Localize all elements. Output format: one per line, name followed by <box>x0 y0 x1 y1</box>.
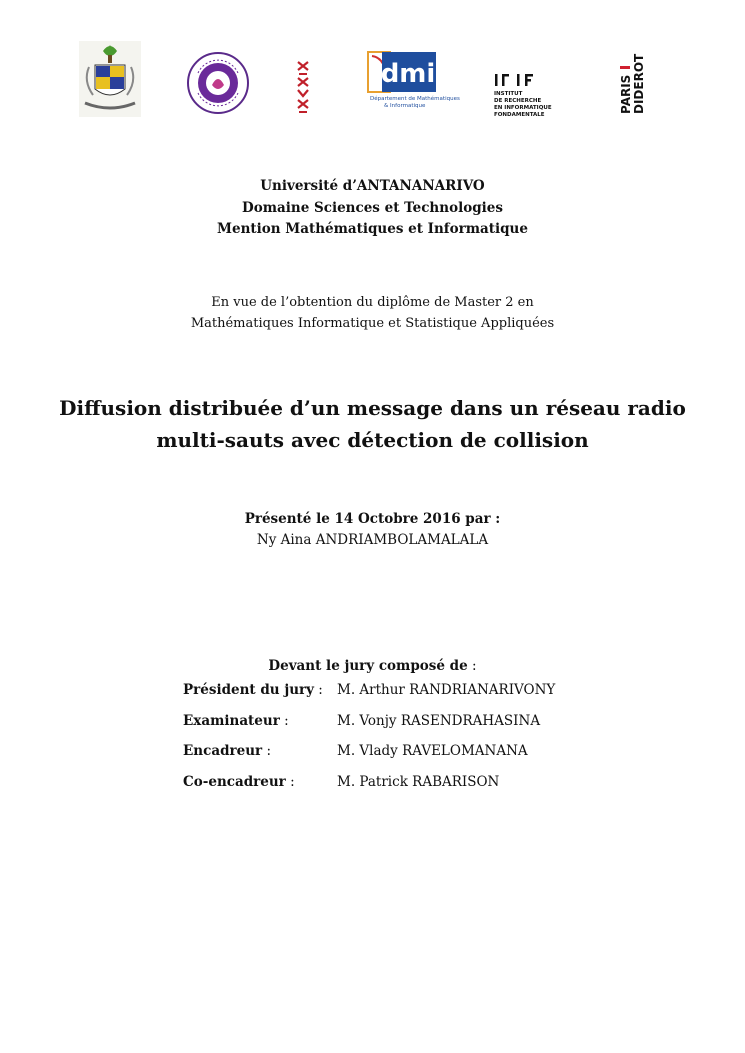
dmi-logo-subtitle-2: & Informatique <box>384 103 426 109</box>
irif-logo <box>494 70 560 118</box>
dmi-logo-name: dmi <box>380 59 436 89</box>
jury-heading <box>0 658 745 674</box>
jury-member-row <box>183 713 555 744</box>
irif-line-2: DE RECHERCHE <box>494 98 542 104</box>
jury-member-row <box>183 774 555 805</box>
jury-name: M. Arthur RANDRIANARIVONY <box>337 682 556 698</box>
diderot-word: DIDEROT <box>632 53 646 114</box>
vertical-emblem-logo <box>296 60 310 116</box>
domain-name: Domaine Sciences et Technologies <box>242 199 503 216</box>
jury-name: M. Vonjy RASENDRAHASINA <box>337 712 541 729</box>
presentation-block <box>0 509 745 551</box>
dmi-logo-subtitle-1: Département de Mathématiques <box>370 96 460 102</box>
jury-role: Encadreur <box>183 743 263 759</box>
university-crest-logo <box>79 41 141 117</box>
jury-role-sep: : <box>262 743 271 759</box>
thesis-title-line-2: multi-sauts avec détection de collision <box>156 428 589 452</box>
thesis-title <box>0 392 745 456</box>
institution-block <box>0 176 745 241</box>
jury-member-row <box>183 743 555 774</box>
dmi-logo <box>368 48 460 110</box>
paris-diderot-logo <box>618 36 652 116</box>
irif-line-3: EN INFORMATIQUE <box>494 105 552 111</box>
faculty-sciences-logo <box>186 51 250 115</box>
irif-line-4: FONDAMENTALE <box>494 112 545 118</box>
jury-role: Examinateur <box>183 712 280 729</box>
presentation-label: Présenté le 14 Octobre 2016 par : <box>244 511 501 527</box>
jury-role-sep: : <box>313 682 323 698</box>
jury-heading-colon: : <box>467 658 477 674</box>
jury-role: Président du jury <box>183 682 314 698</box>
jury-heading-text: Devant le jury composé de <box>268 658 468 674</box>
degree-line-2: Mathématiques Informatique et Statistique Appliquées <box>190 316 555 331</box>
thesis-title-line-1: Diffusion distribuée d’un message dans un réseau radio <box>59 396 686 420</box>
irif-line-1: INSTITUT <box>494 91 523 97</box>
degree-block <box>0 292 745 334</box>
degree-line-1: En vue de l’obtention du diplôme de Master 2 en <box>211 295 534 310</box>
paris-word: PARIS <box>619 74 633 114</box>
jury-list <box>183 682 555 804</box>
jury-member-row <box>183 682 555 713</box>
jury-name: M. Patrick RABARISON <box>337 773 500 790</box>
jury-role-sep: : <box>285 773 295 790</box>
jury-role: Co-encadreur <box>183 773 286 790</box>
jury-name: M. Vlady RAVELOMANANA <box>337 743 528 759</box>
jury-role-sep: : <box>279 712 289 729</box>
mention-name: Mention Mathématiques et Informatique <box>217 221 528 237</box>
university-name: Université d’ANTANANARIVO <box>260 178 485 194</box>
author-name: Ny Aina ANDRIAMBOLAMALALA <box>256 532 489 548</box>
